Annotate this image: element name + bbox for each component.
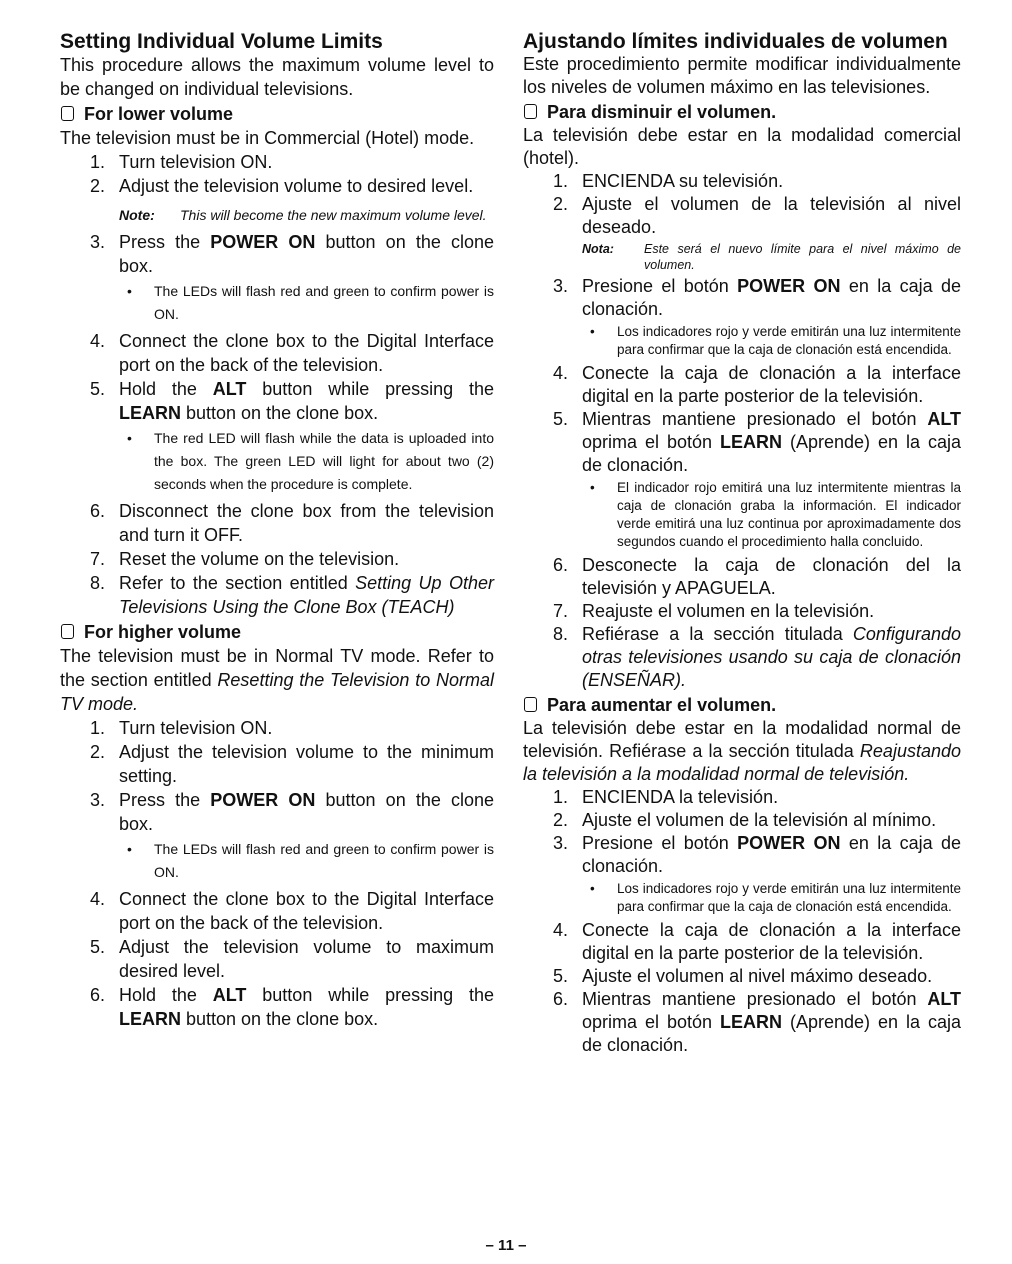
step-item: 6. Desconecte la caja de clonación del la televisión y APAGUELA.: [553, 555, 961, 598]
bullet-item: • The LEDs will flash red and green to confirm power is ON.: [127, 283, 494, 322]
bullet-item: • Los indicadores rojo y verde emitirán una luz intermitente para confirmar que la caja de clonación está encendida.: [590, 881, 961, 914]
lower-volume-steps: [523, 170, 961, 692]
step-item: 6. Hold the ALT button while pressing the LEARN button on the clone box.: [90, 985, 494, 1029]
step-item: 5. Ajuste el volumen al nivel máximo deseado.: [553, 966, 933, 986]
step-item: 7. Reajuste el volumen en la televisión.: [553, 601, 875, 621]
higher-volume-requirement: The television must be in Normal TV mode. Refer to the section entitled Resetting the Television to Normal TV mode.: [60, 646, 494, 714]
step-item: 6. Disconnect the clone box from the television and turn it OFF.: [90, 501, 494, 545]
checkbox-bullet-icon: [61, 624, 74, 639]
step-item: 6. Mientras mantiene presionado el botón ALT oprima el botón LEARN (Aprende) en la caja de clonación.: [553, 989, 961, 1055]
step-item: 1. ENCIENDA su televisión.: [553, 171, 784, 191]
lower-volume-heading: For lower volume: [60, 102, 494, 126]
intro-text: This procedure allows the maximum volume level to be changed on individual televisions.: [60, 55, 494, 99]
lower-volume-requirement: La televisión debe estar en la modalidad comercial (hotel).: [523, 125, 961, 168]
step-item: 5. Hold the ALT button while pressing the LEARN button on the clone box. • The red LED will flash while the data is uploaded into the box. The green LED will light for about two (2) seconds when the procedure is complete.: [60, 377, 494, 496]
note: Nota: Este será el nuevo límite para el nivel máximo de volumen.: [582, 242, 961, 272]
bullet-item: • Los indicadores rojo y verde emitirán una luz intermitente para confirmar que la caja de clonación está encendida.: [590, 324, 961, 357]
step-item: 4. Conecte la caja de clonación a la interface digital en la parte posterior de la televisión.: [553, 363, 961, 406]
bullet-item: • El indicador rojo emitirá una luz intermitente mientras la caja de clonación graba la información. El indicador verde emitirá una luz continua por aproximadamente dos segundos cuando el procedimiento halla concluido.: [590, 480, 961, 549]
step-item: 2. Adjust the television volume to the minimum setting.: [90, 742, 494, 786]
step-item: 4. Connect the clone box to the Digital Interface port on the back of the television.: [90, 889, 494, 933]
page-number: – 11 –: [485, 1237, 527, 1254]
step-item: 2. Ajuste el volumen de la televisión al mínimo.: [553, 810, 937, 830]
spanish-column: [523, 30, 961, 1057]
step-item: 3. Press the POWER ON button on the clone box. • The LEDs will flash red and green to confirm power is ON.: [60, 788, 494, 884]
step-item: 4. Conecte la caja de clonación a la interface digital en la parte posterior de la televisión.: [553, 920, 961, 963]
lower-volume-requirement: The television must be in Commercial (Hotel) mode.: [60, 128, 475, 148]
checkbox-bullet-icon: [61, 106, 74, 121]
lower-volume-heading: Para disminuir el volumen.: [523, 100, 961, 124]
step-item: 7. Reset the volume on the television.: [90, 549, 400, 569]
intro-text: Este procedimiento permite modificar individualmente los niveles de volumen máximo en las televisiones.: [523, 54, 961, 97]
higher-volume-steps: [60, 716, 494, 1031]
note: Note: This will become the new maximum volume level.: [119, 207, 487, 223]
section-title: Ajustando límites individuales de volumen: [523, 30, 948, 53]
checkbox-bullet-icon: [524, 697, 537, 712]
step-item: 3. Presione el botón POWER ON en la caja de clonación. • Los indicadores rojo y verde emitirán una luz intermitente para confirmar que la caja de clonación está encendida.: [553, 276, 961, 357]
section-title: Setting Individual Volume Limits: [60, 30, 383, 53]
higher-volume-heading: For higher volume: [60, 620, 494, 644]
step-item: 1. ENCIENDA la televisión.: [553, 787, 779, 807]
higher-volume-steps: [523, 786, 961, 1057]
higher-volume-requirement: La televisión debe estar en la modalidad normal de televisión. Refiérase a la sección titulada Reajustando la televisión a la modalidad normal de televisión.: [523, 718, 961, 784]
step-item: 2. Adjust the television volume to desired level. Note: This will become the new maximum volume level.: [60, 174, 494, 224]
step-item: 2. Ajuste el volumen de la televisión al nivel deseado. Nota: Este será el nuevo límite para el nivel máximo de volumen.: [553, 194, 961, 272]
checkbox-bullet-icon: [524, 104, 537, 119]
step-item: 1. Turn television ON.: [90, 718, 273, 738]
higher-volume-heading: Para aumentar el volumen.: [523, 693, 961, 717]
step-item: 8. Refer to the section entitled Setting Up Other Televisions Using the Clone Box (TEACH): [90, 573, 494, 617]
lower-volume-steps: [60, 150, 494, 619]
step-item: 1. Turn television ON.: [90, 152, 273, 172]
step-item: 8. Refiérase a la sección titulada Configurando otras televisiones usando su caja de clonación (ENSEÑAR).: [553, 624, 961, 690]
english-column: [60, 30, 494, 1031]
step-item: 5. Mientras mantiene presionado el botón ALT oprima el botón LEARN (Aprende) en la caja de clonación. • El indicador rojo emitirá una luz intermitente mientras la caja de clonación graba la información. El indicador verde emitirá una luz continua por aproximadamente dos segundos cuando el procedimiento halla concluido.: [553, 409, 961, 549]
step-item: 5. Adjust the television volume to maximum desired level.: [90, 937, 494, 981]
step-item: 4. Connect the clone box to the Digital Interface port on the back of the television.: [90, 331, 494, 375]
step-item: 3. Press the POWER ON button on the clone box. • The LEDs will flash red and green to confirm power is ON.: [60, 230, 494, 326]
bullet-item: • The LEDs will flash red and green to confirm power is ON.: [127, 841, 494, 880]
bullet-item: • The red LED will flash while the data is uploaded into the box. The green LED will light for about two (2) seconds when the procedure is complete.: [127, 430, 494, 492]
step-item: 3. Presione el botón POWER ON en la caja de clonación. • Los indicadores rojo y verde emitirán una luz intermitente para confirmar que la caja de clonación está encendida.: [553, 833, 961, 914]
